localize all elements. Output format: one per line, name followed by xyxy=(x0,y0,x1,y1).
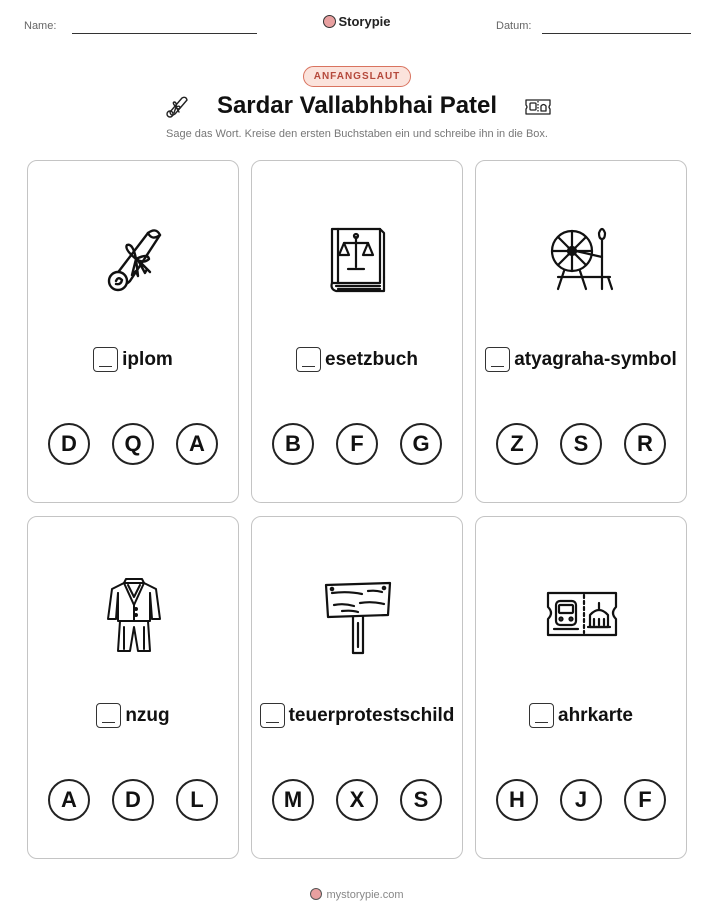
letter-option[interactable]: B xyxy=(272,423,314,465)
name-line xyxy=(72,33,257,34)
answer-box[interactable] xyxy=(485,347,510,372)
letter-option[interactable]: A xyxy=(48,779,90,821)
letter-option[interactable]: F xyxy=(336,423,378,465)
train-ticket-icon xyxy=(542,575,622,655)
word-stem: teuerprotestschild xyxy=(288,704,455,726)
brand-name: Storypie xyxy=(338,14,391,29)
word-card xyxy=(251,516,463,859)
answer-box[interactable] xyxy=(529,703,554,728)
word-stem: esetzbuch xyxy=(325,348,418,370)
letter-option[interactable]: S xyxy=(560,423,602,465)
answer-box[interactable] xyxy=(93,347,118,372)
answer-box[interactable] xyxy=(296,347,321,372)
bear-logo-icon xyxy=(323,15,336,28)
letter-option[interactable]: S xyxy=(400,779,442,821)
bear-logo-icon xyxy=(310,888,322,900)
word-stem: atyagraha-symbol xyxy=(514,348,677,370)
word-card xyxy=(27,516,239,859)
letter-option[interactable]: D xyxy=(48,423,90,465)
date-label: Datum: xyxy=(496,20,532,32)
word-card xyxy=(251,160,463,503)
letter-option[interactable]: R xyxy=(624,423,666,465)
letter-option[interactable]: M xyxy=(272,779,314,821)
letter-option[interactable]: D xyxy=(112,779,154,821)
name-label: Name: xyxy=(24,20,57,32)
word-card xyxy=(475,160,687,503)
train-ticket-icon xyxy=(523,94,553,120)
word-stem: iplom xyxy=(122,348,173,370)
word-card xyxy=(475,516,687,859)
letter-option[interactable]: F xyxy=(624,779,666,821)
letter-option[interactable]: X xyxy=(336,779,378,821)
diploma-scroll-icon xyxy=(94,219,174,299)
letter-option[interactable]: G xyxy=(400,423,442,465)
footer xyxy=(0,888,714,901)
letter-option[interactable]: J xyxy=(560,779,602,821)
word-stem: nzug xyxy=(125,704,170,726)
law-book-icon xyxy=(318,219,398,299)
spinning-wheel-icon xyxy=(542,219,622,299)
page-title: Sardar Vallabhbhai Patel xyxy=(216,92,498,119)
word-stem: ahrkarte xyxy=(558,704,633,726)
instructions: Sage das Wort. Kreise den ersten Buchstaben ein und schreibe ihn in die Box. xyxy=(166,128,548,140)
answer-box[interactable] xyxy=(96,703,121,728)
suit-icon xyxy=(94,575,174,655)
letter-option[interactable]: Z xyxy=(496,423,538,465)
category-badge: ANFANGSLAUT xyxy=(303,66,412,87)
wooden-sign-icon xyxy=(318,575,398,655)
footer-url[interactable]: mystorypie.com xyxy=(326,889,404,901)
brand-logo xyxy=(0,14,714,29)
letter-option[interactable]: H xyxy=(496,779,538,821)
letter-option[interactable]: A xyxy=(176,423,218,465)
word-card xyxy=(27,160,239,503)
answer-box[interactable] xyxy=(260,703,285,728)
date-line xyxy=(542,33,691,34)
letter-option[interactable]: Q xyxy=(112,423,154,465)
letter-option[interactable]: L xyxy=(176,779,218,821)
